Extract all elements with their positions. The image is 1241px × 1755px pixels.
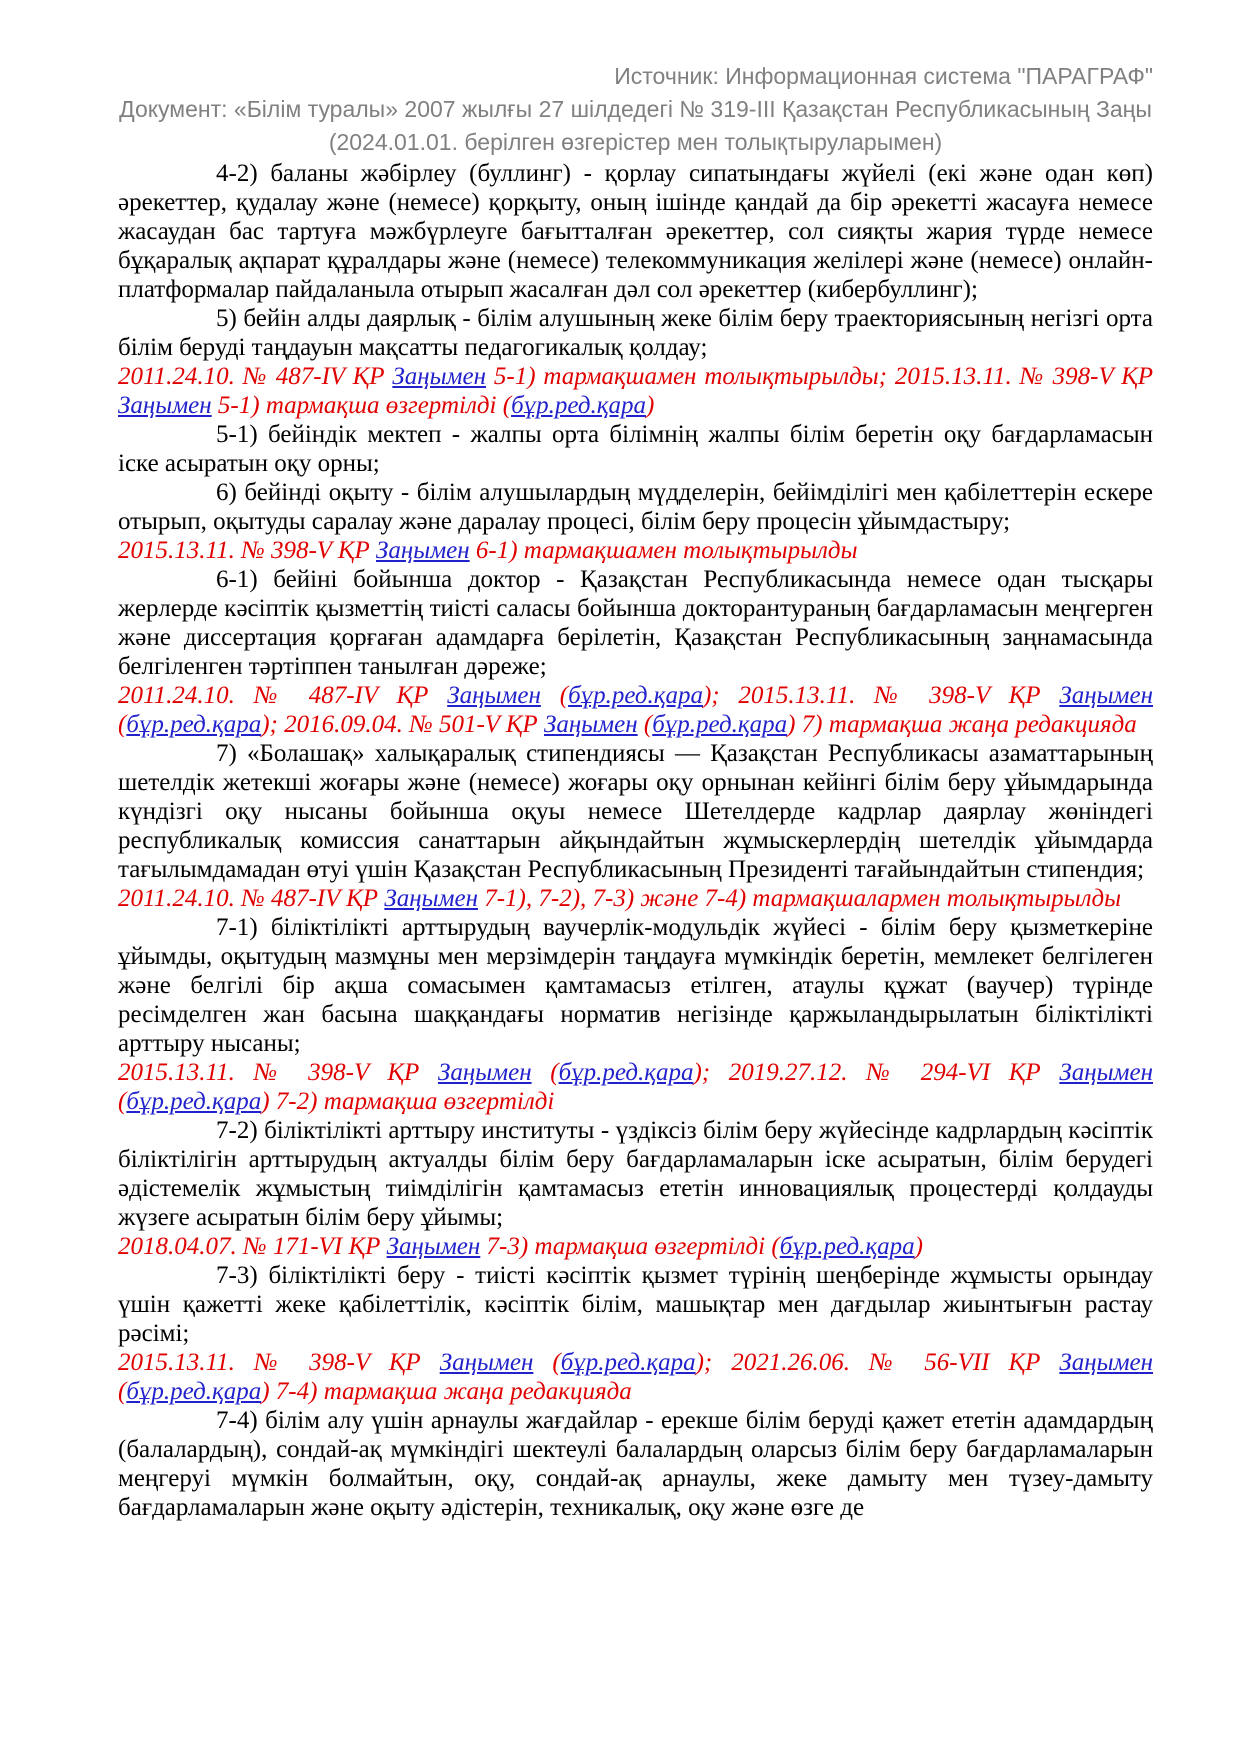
text-run: 7) «Болашақ» халықаралық стипендиясы — Қазақстан Республикасы азаматтарының шетелдік жетекші жоғары және (немесе) жоғары оқу орнынан кейінгі білім беру ұйымдарында күндізгі оқу нысаны бойынша оқуы немесе Шетелдерде кадрлар даярлау жөніндегі республикалық комиссия санаттарын айқындайтын жұмыскерлердің шетелдік ұйымдарда тағылымдамадан өтуі үшін Қазақстан Республикасының Президенті тағайындайтын стипендия; (118, 740, 1153, 883)
text-run: ); 2015.13.11. № 398-V ҚР (702, 682, 1060, 709)
text-run: 5-1) бейіндік мектеп - жалпы орта білімнің жалпы білім беретін оқу бағдарламасын іске асыратын оқу орны; (118, 421, 1153, 477)
text-run: 7-1), 7-2), 7-3) және 7-4) тармақшалармен толықтырылды (477, 885, 1122, 912)
text-run: ( (637, 711, 653, 738)
amendment-note (118, 884, 1153, 913)
text-run: 7-3) тармақша өзгертілді ( (480, 1233, 780, 1260)
text-run: 2018.04.07. № 171-VI ҚР (118, 1233, 387, 1260)
body-paragraph (118, 304, 1153, 362)
law-reference-link[interactable]: Заңымен (384, 885, 478, 912)
text-run: 2015.13.11. № 398-V ҚР (118, 537, 376, 564)
text-run: 7-2) біліктілікті арттыру институты - үздіксіз білім беру жүйесінде кадрлардың кәсіптік біліктілігін арттырудың актуалды білім беру бағдарламаларын іске асыратын, білім берудегі әдістемелік жұмыстың тиімділігін қамтамасыз ететін инновациялық процестерді қолдауды жүзеге асыратын білім беру ұйымы; (118, 1117, 1153, 1231)
revision-line: (2024.01.01. берілген өзгерістер мен толықтыруларымен) (328, 129, 943, 155)
text-run: ) 7-2) тармақша өзгертілді (261, 1088, 555, 1115)
text-run: ( (118, 1378, 127, 1405)
body-paragraph (118, 1261, 1153, 1348)
amendment-note (118, 1232, 1153, 1261)
text-run: 5) бейін алды даярлық - білім алушының жеке білім беру траекториясының негізгі орта білім беруді таңдауын мақсатты педагогикалық қолдау; (118, 305, 1153, 361)
law-reference-link[interactable]: Заңымен (392, 363, 487, 390)
body-paragraph (118, 420, 1153, 478)
law-reference-link[interactable]: бұр.ред.қара (568, 682, 703, 709)
amendment-note (118, 1348, 1153, 1406)
law-reference-link[interactable]: бұр.ред.қара (779, 1233, 915, 1260)
law-reference-link[interactable]: Заңымен (375, 537, 470, 564)
law-reference-link[interactable]: бұр.ред.қара (126, 1088, 262, 1115)
law-reference-link[interactable]: бұр.ред.қара (126, 1378, 262, 1405)
law-reference-link[interactable]: Заңымен (439, 1349, 534, 1376)
text-run: 2011.24.10. № 487-IV ҚР (118, 363, 393, 390)
text-run: 2015.13.11. № 398-V ҚР (118, 1349, 440, 1376)
document-title-line: Документ: «Білім туралы» 2007 жылғы 27 шілдедегі № 319-III Қазақстан Республикасының Заңы (119, 96, 1152, 122)
law-reference-link[interactable]: бұр.ред.қара (558, 1059, 694, 1086)
amendment-note (118, 1058, 1153, 1116)
law-reference-link[interactable]: бұр.ред.қара (652, 711, 788, 738)
text-run: 5-1) тармақша өзгертілді ( (211, 392, 512, 419)
law-reference-link[interactable]: Заңымен (1059, 1059, 1153, 1086)
law-reference-link[interactable]: Заңымен (1059, 682, 1154, 709)
text-run: 7-1) біліктілікті арттырудың ваучерлік-модульдік жүйесі - білім беру қызметкеріне ұйымды, оқытудың мазмұны мен мерзімдерін таңдауға мүмкіндік беретін, мемлекет белгілеген және белгілі бір ақша сомасымен қамтамасыз етілген, атаулы құжат (ваучер) түрінде ресімделген жан басына шаққандағы норматив негізінде қаржыландырылатын біліктілікті арттыру нысаны; (118, 914, 1153, 1057)
body-paragraph (118, 1406, 1153, 1522)
law-reference-link[interactable]: Заңымен (118, 392, 212, 419)
body-paragraph (118, 739, 1153, 884)
text-run: ( (533, 1349, 561, 1376)
law-reference-link[interactable]: бұр.ред.қара (126, 711, 262, 738)
law-reference-link[interactable]: Заңымен (386, 1233, 481, 1260)
text-run: ( (531, 1059, 559, 1086)
text-run: 2015.13.11. № 398-V ҚР (118, 1059, 438, 1086)
text-run: 6-1) тармақшамен толықтырылды (469, 537, 858, 564)
body-paragraph (118, 478, 1153, 536)
text-run: ); 2021.26.06. № 56-VII ҚР (695, 1349, 1060, 1376)
text-run: ) (914, 1233, 923, 1260)
text-run: 6-1) бейіні бойынша доктор - Қазақстан Республикасында немесе одан тысқары жерлерде кәсіптік қызметтің тиісті саласы бойынша докторантураның бағдарламасын меңгерген және диссертация қорғаған адамдарға берілетін, Қазақстан Республикасының заңнамасында белгіленген тәртіппен танылған дәреже; (118, 566, 1153, 680)
amendment-note (118, 536, 1153, 565)
source-line: Источник: Информационная система "ПАРАГРАФ" (614, 63, 1153, 89)
text-run: ) 7) тармақша жаңа редакцияда (787, 711, 1137, 738)
text-run: 2011.24.10. № 487-IV ҚР (118, 885, 385, 912)
law-reference-link[interactable]: Заңымен (543, 711, 638, 738)
amendment-note (118, 362, 1153, 420)
body-paragraph (118, 565, 1153, 681)
body-paragraph (118, 1116, 1153, 1232)
amendment-note (118, 681, 1153, 739)
law-reference-link[interactable]: бұр.ред.қара (560, 1349, 696, 1376)
text-run: ); 2019.27.12. № 294-VI ҚР (693, 1059, 1060, 1086)
text-run: ) (645, 392, 655, 419)
text-run: 2011.24.10. № 487-IV ҚР (118, 682, 448, 709)
text-run: ( (118, 1088, 127, 1115)
law-reference-link[interactable]: Заңымен (447, 682, 541, 709)
text-run: ( (118, 711, 127, 738)
text-run: 4-2) баланы жәбірлеу (буллинг) - қорлау сипатындағы жүйелі (екі және одан көп) әрекеттер, қудалау және (немесе) қорқыту, оның ішінде қандай да бір әрекетті жасауға немесе жасаудан бас тартуға мәжбүрлеуге бағытталған әрекеттер, сол сияқты жария түрде немесе бұқаралық ақпарат құралдары және (немесе) телекоммуникация желілері және (немесе) онлайн-платформалар пайдаланыла отырып жасалған дәл сол әрекеттер (кибербуллинг); (118, 160, 1153, 303)
law-reference-link[interactable]: Заңымен (437, 1059, 532, 1086)
text-run: 7-3) біліктілікті беру - тиісті кәсіптік қызмет түрінің шеңберінде жұмысты орындау үшін қажетті жеке қабілеттілік, кәсіптік білім, машықтар мен дағдылар жиынтығын растау рәсімі; (118, 1262, 1153, 1347)
body-paragraph (118, 159, 1153, 304)
law-reference-link[interactable]: Заңымен (1059, 1349, 1154, 1376)
text-run: 7-4) білім алу үшін арнаулы жағдайлар - ерекше білім беруді қажет ететін адамдардың (балалардың), сондай-ақ мүмкіндігі шектеулі балалардың оларсыз білім беру бағдарламаларын меңгеруі мүмкін болмайтын, оқу, сондай-ақ арнаулы, жеке дамыту мен түзеу-дамыту бағдарламаларын және оқыту әдістерін, техникалық, оқу және өзге де (118, 1407, 1153, 1521)
text-run: ); 2016.09.04. № 501-V ҚР (261, 711, 544, 738)
body-paragraph (118, 913, 1153, 1058)
document-body (118, 159, 1153, 1522)
text-run: ) 7-4) тармақша жаңа редакцияда (261, 1378, 632, 1405)
text-run: ( (540, 682, 569, 709)
text-run: 5-1) тармақшамен толықтырылды; 2015.13.11. № 398-V ҚР (486, 363, 1154, 390)
document-header (118, 60, 1153, 159)
law-reference-link[interactable]: бұр.ред.қара (511, 392, 646, 419)
text-run: 6) бейінді оқыту - білім алушылардың мүдделерін, бейімділігі мен қабілеттерін ескере отырып, оқытуды саралау және даралау процесі, білім беру процесін ұйымдастыру; (118, 479, 1153, 535)
